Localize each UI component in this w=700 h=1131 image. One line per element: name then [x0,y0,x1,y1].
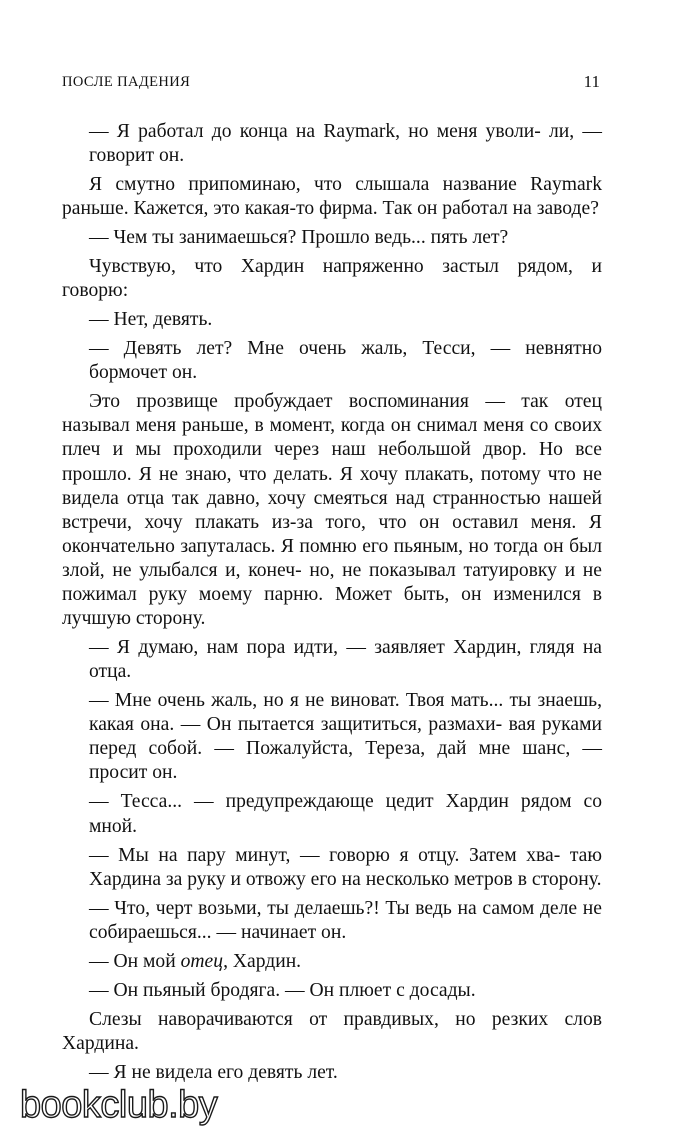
paragraph-14: — Он пьяный бродяга. — Он плюет с досады. [89,979,476,1001]
paragraph-6: — Девять лет? Мне очень жаль, Тесси, — невнятно бормочет он. [89,338,602,384]
emphasis: отец [180,950,224,972]
paragraph-12: — Что, черт возьми, ты делаешь?! Ты ведь на самом деле не собираешься... — начинает он. [89,897,602,943]
paragraph-10: — Тесса... — предупреждающе цедит Хардин рядом со мной. [89,791,602,837]
paragraph-5: — Нет, девять. [89,309,213,331]
paragraph-2: Я смутно припоминаю, что слышала название Raymark раньше. Кажется, это какая-то фирма. Так он работал на заводе? [62,174,602,220]
running-title: ПОСЛЕ ПАДЕНИЯ [62,74,191,90]
paragraph-11: — Мы на пару минут, — говорю я отцу. Затем хва- таю Хардина за руку и отвожу его на несколько метров в сторону. [89,844,602,890]
paragraph-8: — Я думаю, нам пора идти, — заявляет Хардин, глядя на отца. [89,637,602,683]
paragraph-3: — Чем ты занимаешься? Прошло ведь... пять лет? [89,227,509,249]
paragraph-15: Слезы наворачиваются от правдивых, но резких слов Хардина. [62,1008,602,1054]
body-text [62,120,602,1085]
paragraph-1: — Я работал до конца на Raymark, но меня уволи- ли, — говорит он. [89,121,602,167]
paragraph-13: — Он мой отец, Хардин. [89,950,302,972]
paragraph-7: Это прозвище пробуждает воспоминания — так отец называл меня раньше, в момент, когда он снимал меня со своих плеч и мы проходили через наш небольшой двор. Но все прошло. Я не знаю, что делать. Я хочу плакать, потому что не видела отца так давно, хочу смеяться над странностью нашей встречи, хочу плакать из-за того, что он оставил меня. Я окончательно запуталась. Я помню его пьяным, но тогда он был злой, не улыбался и, конеч- но, не показывал татуировку и не пожимал руку моему парню. Может быть, он изменился в лучшую сторону. [62,391,603,630]
paragraph-16: — Я не видела его девять лет. [89,1061,338,1083]
page-number: 11 [583,72,600,91]
watermark: bookclub.by [20,1084,218,1126]
running-header [62,74,600,96]
paragraph-4: Чувствую, что Хардин напряженно застыл рядом, и говорю: [62,256,602,302]
paragraph-9: — Мне очень жаль, но я не виноват. Твоя мать... ты знаешь, какая она. — Он пытается защититься, размахи- вая руками перед собой. — Пожалуйста, Тереза, дай мне шанс, — просит он. [89,690,602,784]
